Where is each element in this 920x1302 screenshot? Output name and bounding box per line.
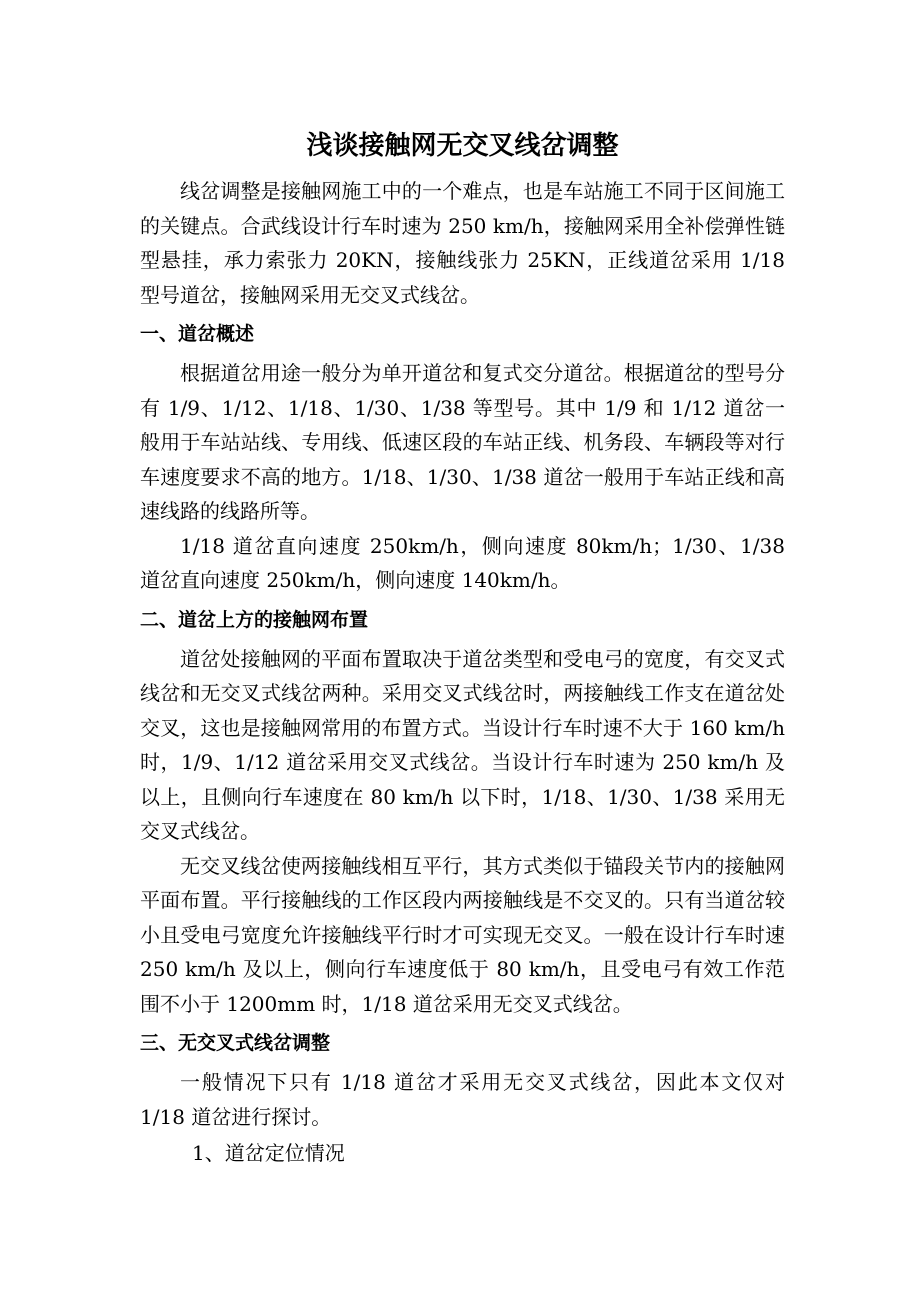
section-3-item-1: 1、道岔定位情况: [192, 1141, 345, 1165]
document-page: [140, 126, 785, 1171]
section-2-paragraph-2: 无交叉线岔使两接触线相互平行，其方式类似于锚段关节内的接触网平面布置。平行接触线的工作区段内两接触线是不交叉的。只有当道岔较小且受电弓宽度允许接触线平行时才可实现无交叉。一般在设计行车时速 250 km/h 及以上，侧向行车速度低于 80 km/h，且受电弓有效工作范围不小于 1200mm 时，1/18 道岔采用无交叉式线岔。: [140, 853, 785, 1016]
section-2-heading: 二、道岔上方的接触网布置: [140, 608, 369, 631]
document-title: 浅谈接触网无交叉线岔调整: [306, 131, 619, 161]
intro-paragraph: 线岔调整是接触网施工中的一个难点，也是车站施工不同于区间施工的关键点。合武线设计行车时速为 250 km/h，接触网采用全补偿弹性链型悬挂，承力索张力 20KN，接触线张力 25KN，正线道岔采用 1/18 型号道岔，接触网采用无交叉式线岔。: [140, 179, 785, 307]
section-3-paragraph-1: 一般情况下只有 1/18 道岔才采用无交叉式线岔，因此本文仅对 1/18 道岔进行探讨。: [140, 1070, 785, 1129]
section-2-paragraph-1: 道岔处接触网的平面布置取决于道岔类型和受电弓的宽度，有交叉式线岔和无交叉式线岔两种。采用交叉式线岔时，两接触线工作支在道岔处交叉，这也是接触网常用的布置方式。当设计行车时速不大于 160 km/h 时，1/9、1/12 道岔采用交叉式线岔。当设计行车时速为 250 km/h 及以上，且侧向行车速度在 80 km/h 以下时，1/18、1/30、1/38 采用无交叉式线岔。: [140, 646, 785, 843]
section-1-paragraph-2: 1/18 道岔直向速度 250km/h，侧向速度 80km/h；1/30、1/38 道岔直向速度 250km/h，侧向速度 140km/h。: [140, 533, 785, 592]
section-3-heading: 三、无交叉式线岔调整: [140, 1032, 331, 1054]
section-1-paragraph-1: 根据道岔用途一般分为单开道岔和复式交分道岔。根据道岔的型号分有 1/9、1/12、1/18、1/30、1/38 等型号。其中 1/9 和 1/12 道岔一般用于车站站线、专用线、低速区段的车站正线、机务段、车辆段等对行车速度要求不高的地方。1/18、1/30、1/38 道岔一般用于车站正线和高速线路的线路所等。: [140, 361, 785, 523]
section-1-heading: 一、道岔概述: [140, 323, 255, 345]
